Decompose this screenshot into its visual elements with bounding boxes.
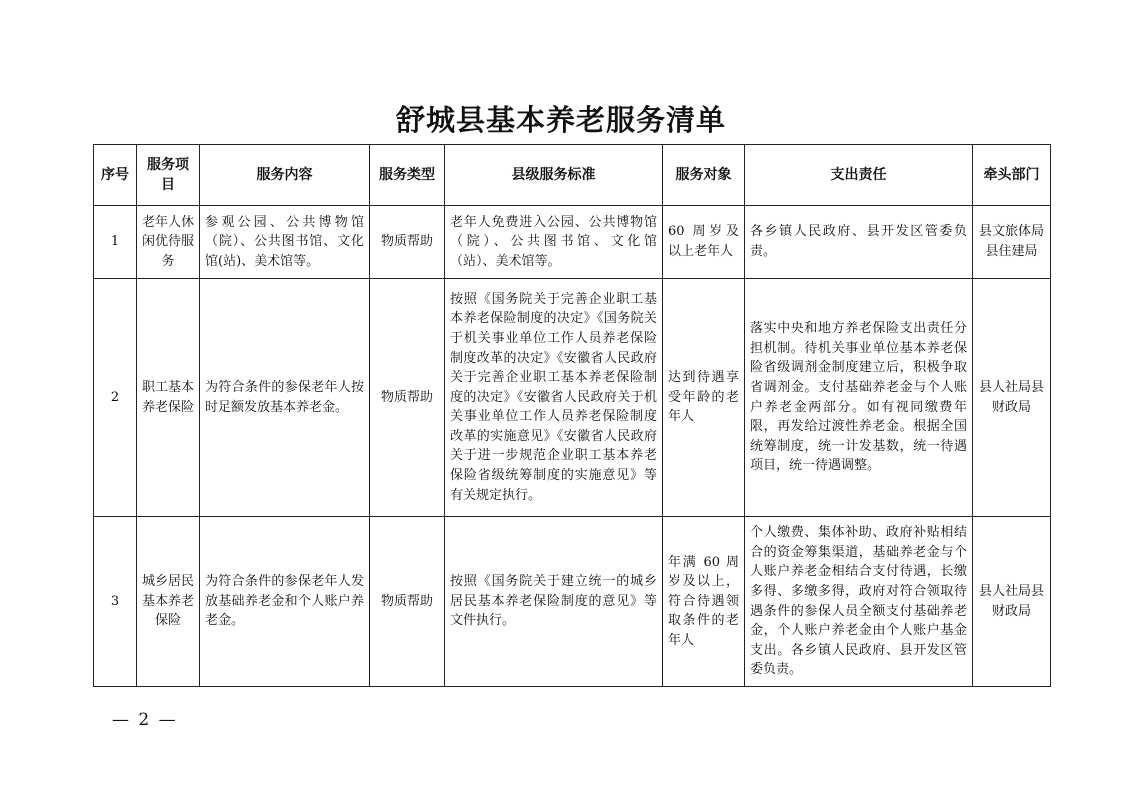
header-cell-type: 服务类型 <box>370 145 445 206</box>
header-cell-department: 牵头部门 <box>973 145 1051 206</box>
header-cell-content: 服务内容 <box>200 145 370 206</box>
service-content-cell: 为符合条件的参保老年人按时足额发放基本养老金。 <box>200 279 370 517</box>
service-content-cell: 为符合条件的参保老年人发放基础养老金和个人账户养老金。 <box>200 517 370 687</box>
service-item-cell: 职工基本养老保险 <box>137 279 200 517</box>
document-title: 舒城县基本养老服务清单 <box>395 103 726 137</box>
service-type-cell: 物质帮助 <box>370 517 445 687</box>
row-number-cell: 1 <box>94 206 137 279</box>
service-list-table <box>93 144 1051 687</box>
service-content-cell: 参观公园、公共博物馆（院）、公共图书馆、文化馆(站)、美术馆等。 <box>200 206 370 279</box>
page-number: — 2 — <box>112 710 178 730</box>
header-cell-target: 服务对象 <box>663 145 745 206</box>
header-cell-responsibility: 支出责任 <box>745 145 973 206</box>
department-cell: 县文旅体局县住建局 <box>973 206 1051 279</box>
row-number-cell: 3 <box>94 517 137 687</box>
table-row <box>94 517 1051 687</box>
service-item-cell: 老年人休闲优待服务 <box>137 206 200 279</box>
table-row <box>94 279 1051 517</box>
header-cell-item: 服务项目 <box>137 145 200 206</box>
responsibility-cell: 落实中央和地方养老保险支出责任分担机制。待机关事业单位基本养老保险省级调剂金制度建立后，积极争取省调剂金。支付基础养老金与个人账户养老金两部分。如有视同缴费年限，再发给过渡性养老金。根据全国统筹制度，统一计发基数，统一待遇项目，统一待遇调整。 <box>745 279 973 517</box>
service-type-cell: 物质帮助 <box>370 206 445 279</box>
service-target-cell: 年满 60 周岁及以上，符合待遇领取条件的老年人 <box>663 517 745 687</box>
service-type-cell: 物质帮助 <box>370 279 445 517</box>
responsibility-cell: 个人缴费、集体补助、政府补贴相结合的资金筹集渠道，基础养老金与个人账户养老金相结合支付待遇，长缴多得、多缴多得，政府对符合领取待遇条件的参保人员全额支付基础养老金，个人账户养老金由个人账户基金支出。各乡镇人民政府、县开发区管委负责。 <box>745 517 973 687</box>
service-target-cell: 60 周岁及以上老年人 <box>663 206 745 279</box>
department-cell: 县人社局县财政局 <box>973 517 1051 687</box>
service-item-cell: 城乡居民基本养老保险 <box>137 517 200 687</box>
service-standard-cell: 按照《国务院关于建立统一的城乡居民基本养老保险制度的意见》等文件执行。 <box>445 517 663 687</box>
row-number-cell: 2 <box>94 279 137 517</box>
table-row <box>94 206 1051 279</box>
header-cell-no: 序号 <box>94 145 137 206</box>
service-target-cell: 达到待遇享受年龄的老年人 <box>663 279 745 517</box>
service-standard-cell: 老年人免费进入公园、公共博物馆（院）、公共图书馆、文化馆（站）、美术馆等。 <box>445 206 663 279</box>
header-cell-standard: 县级服务标准 <box>445 145 663 206</box>
table-header-row <box>94 145 1051 206</box>
department-cell: 县人社局县财政局 <box>973 279 1051 517</box>
responsibility-cell: 各乡镇人民政府、县开发区管委负责。 <box>745 206 973 279</box>
service-standard-cell: 按照《国务院关于完善企业职工基本养老保险制度的决定》《国务院关于机关事业单位工作人员养老保险制度改革的决定》《安徽省人民政府关于完善企业职工基本养老保险制度的决定》《安徽省人民政府关于机关事业单位工作人员养老保险制度改革的实施意见》《安徽省人民政府关于进一步规范企业职工基本养老保险省级统筹制度的实施意见》等有关规定执行。 <box>445 279 663 517</box>
